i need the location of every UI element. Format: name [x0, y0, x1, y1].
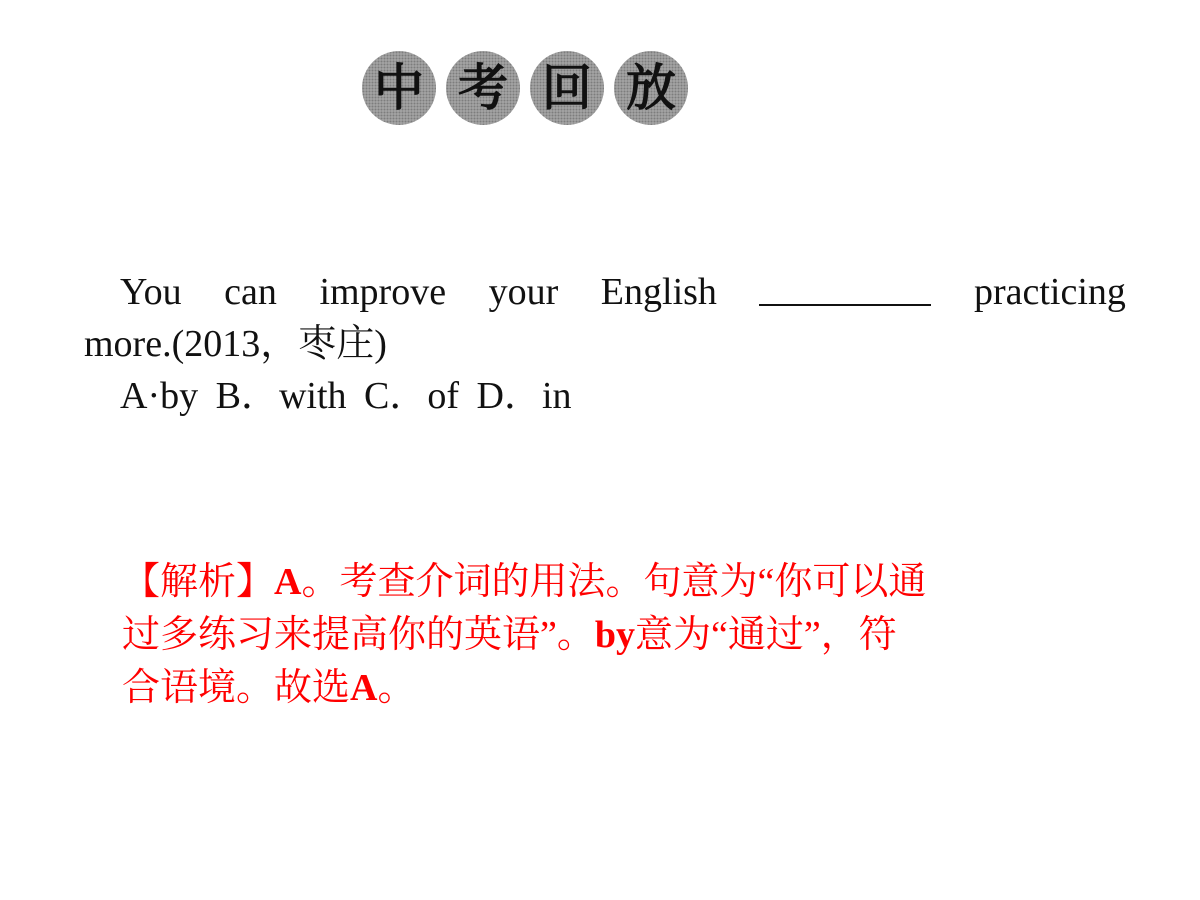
question-word: improve: [319, 271, 447, 313]
analysis-block: [122, 555, 1082, 715]
answer-options: [84, 370, 1126, 422]
section-title: [362, 51, 688, 125]
title-char-4: 放: [614, 51, 688, 125]
analysis-keyword: by: [594, 614, 636, 656]
answer-blank: [759, 266, 931, 306]
title-char-3: 回: [530, 51, 604, 125]
question-word: your: [488, 271, 559, 313]
question-line-1: [84, 266, 1126, 318]
analysis-text: 。考查介词的用法。句意为“你可以通: [301, 561, 927, 603]
question-word: can: [224, 271, 277, 313]
analysis-final-answer: A: [350, 667, 378, 709]
analysis-text: 意为“通过”，符: [635, 614, 897, 656]
analysis-text: 合语境。故选: [122, 667, 351, 709]
question-block: [84, 266, 1126, 422]
question-word: You: [120, 271, 182, 313]
option-c: C．of: [364, 375, 460, 417]
question-line-2: more.(2013，枣庄): [84, 323, 387, 365]
analysis-line-1: [122, 555, 1082, 609]
title-char-2: 考: [446, 51, 520, 125]
analysis-tag: 【解析】: [122, 559, 275, 603]
option-d: D．in: [476, 375, 572, 417]
analysis-text: 过多练习来提高你的英语”。: [122, 614, 595, 656]
question-word: practicing: [973, 271, 1126, 313]
analysis-line-2: [122, 609, 1082, 662]
question-word: English: [600, 271, 717, 313]
analysis-line-3: [122, 662, 1082, 715]
analysis-text: 。: [377, 667, 416, 709]
option-a: A·by: [120, 375, 199, 417]
analysis-answer: A: [274, 561, 302, 603]
title-char-1: 中: [362, 51, 436, 125]
option-b: B．with: [215, 375, 347, 417]
